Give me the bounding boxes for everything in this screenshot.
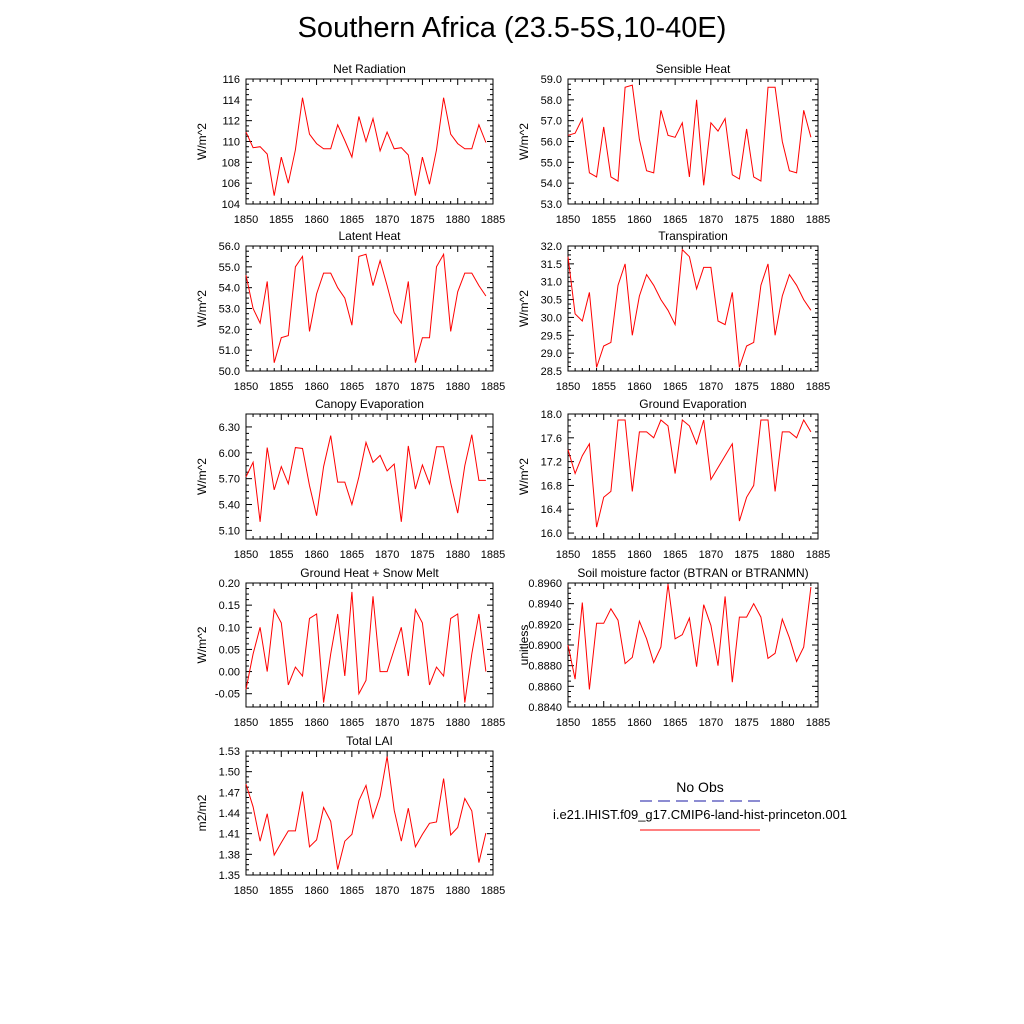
y-tick-label: 112 (222, 115, 240, 128)
y-tick-label: 56.0 (540, 136, 562, 149)
x-tick-label: 1870 (698, 381, 724, 393)
y-tick-label: 0.05 (218, 644, 240, 657)
y-tick-label: 18.0 (540, 409, 562, 421)
y-tick-label: 116 (222, 74, 240, 86)
x-tick-label: 1875 (410, 381, 435, 393)
x-tick-label: 1880 (770, 381, 795, 393)
x-tick-label: 1880 (770, 549, 795, 561)
y-tick-label: 0.8920 (528, 619, 562, 632)
plot-frame (246, 246, 493, 371)
x-tick-label: 1875 (734, 214, 759, 226)
legend-case-label: i.e21.IHIST.f09_g17.CMIP6-land-hist-princeton.001 (552, 807, 848, 822)
x-tick-label: 1885 (805, 549, 831, 561)
y-tick-label: 30.5 (540, 294, 562, 307)
y-tick-label: 51.0 (218, 345, 240, 358)
x-tick-label: 1860 (627, 214, 652, 226)
panel-1 (195, 62, 505, 226)
y-tick-label: 1.35 (218, 870, 240, 882)
y-tick-label: 1.44 (218, 808, 240, 820)
x-tick-label: 1870 (374, 214, 400, 226)
y-tick-label: 6.00 (218, 447, 240, 460)
panel-7 (195, 566, 505, 729)
x-tick-label: 1860 (627, 381, 652, 393)
y-tick-label: 16.4 (540, 504, 562, 517)
x-tick-label: 1860 (304, 885, 329, 897)
series-line (246, 757, 486, 870)
x-tick-label: 1885 (480, 549, 506, 561)
y-tick-label: 58.0 (540, 94, 562, 107)
y-axis-label: W/m^2 (195, 290, 209, 327)
x-tick-label: 1870 (698, 717, 724, 729)
y-tick-label: 57.0 (540, 115, 562, 128)
x-tick-label: 1875 (410, 717, 435, 729)
y-tick-label: 1.41 (218, 828, 240, 841)
x-tick-label: 1860 (304, 549, 329, 561)
y-tick-label: 0.8940 (528, 598, 562, 611)
x-tick-label: 1875 (734, 717, 759, 729)
x-tick-label: 1850 (555, 549, 581, 561)
x-tick-label: 1860 (304, 381, 329, 393)
y-tick-label: 56.0 (218, 241, 240, 253)
panel-title: Ground Evaporation (639, 397, 747, 411)
x-tick-label: 1850 (555, 214, 581, 226)
y-tick-label: 55.0 (540, 157, 562, 170)
x-tick-label: 1850 (555, 717, 581, 729)
series-line (568, 420, 811, 527)
y-axis-label: W/m^2 (195, 123, 209, 160)
x-tick-label: 1855 (269, 549, 294, 561)
legend-obs-label: No Obs (676, 779, 724, 795)
x-tick-label: 1885 (480, 381, 506, 393)
y-tick-label: 0.8840 (528, 702, 562, 714)
x-tick-label: 1875 (734, 381, 759, 393)
y-tick-label: 54.0 (540, 178, 562, 191)
y-tick-label: 59.0 (540, 74, 562, 86)
y-axis-label: unitless (517, 624, 531, 666)
x-tick-label: 1860 (304, 717, 329, 729)
x-tick-label: 1855 (269, 381, 294, 393)
panel-6 (517, 397, 830, 561)
x-tick-label: 1885 (805, 214, 831, 226)
y-axis-label: W/m^2 (517, 123, 531, 160)
x-tick-label: 1875 (410, 214, 435, 226)
panel-title: Total LAI (346, 734, 393, 748)
y-tick-label: 0.10 (218, 622, 240, 635)
x-tick-label: 1885 (805, 381, 831, 393)
x-tick-label: 1875 (410, 885, 435, 897)
panel-2 (517, 62, 830, 226)
y-tick-label: 0.20 (218, 578, 240, 590)
y-tick-label: 30.0 (540, 312, 562, 325)
y-tick-label: 104 (221, 199, 240, 211)
x-tick-label: 1880 (445, 549, 470, 561)
plot-frame (568, 414, 818, 539)
x-tick-label: 1850 (233, 549, 259, 561)
x-tick-label: 1860 (627, 717, 652, 729)
y-tick-label: 108 (221, 157, 240, 170)
y-tick-label: 0.8880 (528, 660, 562, 673)
x-tick-label: 1860 (304, 214, 329, 226)
y-tick-label: 16.0 (540, 528, 562, 541)
plot-frame (246, 751, 493, 875)
x-tick-label: 1880 (445, 885, 470, 897)
x-tick-label: 1855 (591, 549, 616, 561)
x-tick-label: 1870 (374, 885, 400, 897)
series-line (568, 584, 811, 689)
panel-title: Canopy Evaporation (315, 397, 424, 411)
y-tick-label: 1.38 (218, 849, 240, 862)
x-tick-label: 1880 (770, 214, 795, 226)
x-tick-label: 1880 (445, 214, 470, 226)
y-tick-label: -0.05 (214, 688, 240, 701)
x-tick-label: 1885 (480, 214, 506, 226)
x-tick-label: 1855 (269, 885, 294, 897)
series-line (246, 435, 486, 522)
y-tick-label: 1.50 (218, 766, 240, 779)
y-tick-label: 17.2 (540, 456, 562, 469)
x-tick-label: 1865 (339, 885, 365, 897)
panel-9 (195, 734, 505, 897)
x-tick-label: 1870 (698, 549, 724, 561)
x-tick-label: 1865 (662, 381, 688, 393)
y-tick-label: 5.70 (218, 473, 240, 486)
y-axis-label: W/m^2 (517, 458, 531, 495)
x-tick-label: 1885 (480, 717, 506, 729)
y-tick-label: 17.6 (540, 432, 562, 445)
panel-title: Soil moisture factor (BTRAN or BTRANMN) (577, 566, 809, 580)
y-tick-label: 53.0 (540, 199, 562, 211)
panel-4 (517, 229, 830, 393)
x-tick-label: 1865 (662, 214, 688, 226)
x-tick-label: 1875 (410, 549, 435, 561)
series-line (568, 85, 811, 185)
x-tick-label: 1850 (233, 214, 259, 226)
panel-5 (195, 397, 505, 561)
y-tick-label: 0.00 (218, 666, 240, 679)
plot-frame (246, 414, 493, 539)
x-tick-label: 1855 (269, 214, 294, 226)
panel-8 (517, 566, 830, 729)
x-tick-label: 1865 (662, 549, 688, 561)
y-tick-label: 16.8 (540, 480, 562, 493)
y-tick-label: 31.0 (540, 276, 562, 289)
y-tick-label: 0.15 (218, 600, 240, 613)
panel-title: Sensible Heat (655, 62, 731, 76)
y-tick-label: 5.10 (218, 525, 240, 538)
y-tick-label: 106 (221, 178, 240, 191)
figure-title: Southern Africa (23.5-5S,10-40E) (297, 12, 727, 44)
y-axis-label: W/m^2 (195, 626, 209, 664)
y-tick-label: 52.0 (218, 324, 240, 337)
x-tick-label: 1850 (233, 381, 259, 393)
x-tick-label: 1855 (591, 717, 616, 729)
x-tick-label: 1865 (339, 549, 365, 561)
y-axis-label: W/m^2 (195, 458, 209, 495)
x-tick-label: 1850 (233, 717, 259, 729)
x-tick-label: 1850 (233, 885, 259, 897)
x-tick-label: 1865 (339, 214, 365, 226)
panel-title: Transpiration (658, 229, 728, 243)
y-tick-label: 53.0 (218, 303, 240, 316)
x-tick-label: 1880 (445, 381, 470, 393)
x-tick-label: 1850 (555, 381, 581, 393)
y-tick-label: 6.30 (218, 421, 240, 434)
y-tick-label: 28.5 (540, 366, 562, 378)
x-tick-label: 1870 (374, 381, 400, 393)
series-line (246, 254, 486, 362)
y-tick-label: 5.40 (218, 499, 240, 512)
y-tick-label: 54.0 (218, 282, 240, 295)
y-axis-label: W/m^2 (517, 290, 531, 327)
y-tick-label: 32.0 (540, 241, 562, 253)
x-tick-label: 1855 (269, 717, 294, 729)
x-tick-label: 1870 (374, 717, 400, 729)
x-tick-label: 1870 (698, 214, 724, 226)
panel-title: Net Radiation (333, 62, 406, 76)
x-tick-label: 1885 (805, 717, 831, 729)
y-tick-label: 1.47 (218, 787, 240, 800)
x-tick-label: 1870 (374, 549, 400, 561)
plot-frame (246, 583, 493, 707)
y-tick-label: 0.8900 (528, 640, 562, 652)
x-tick-label: 1860 (627, 549, 652, 561)
series-line (246, 98, 486, 196)
y-tick-label: 110 (222, 136, 240, 149)
x-tick-label: 1875 (734, 549, 759, 561)
x-tick-label: 1880 (445, 717, 470, 729)
y-tick-label: 114 (222, 94, 240, 107)
y-tick-label: 0.8860 (528, 681, 562, 694)
x-tick-label: 1880 (770, 717, 795, 729)
series-line (568, 250, 811, 368)
y-tick-label: 29.5 (540, 330, 562, 343)
y-tick-label: 50.0 (218, 366, 240, 378)
y-axis-label: m2/m2 (195, 794, 209, 832)
x-tick-label: 1865 (662, 717, 688, 729)
y-tick-label: 1.53 (218, 746, 240, 758)
x-tick-label: 1855 (591, 381, 616, 393)
y-tick-label: 0.8960 (528, 578, 562, 590)
y-tick-label: 29.0 (540, 348, 562, 361)
x-tick-label: 1885 (480, 885, 506, 897)
panel-title: Latent Heat (338, 229, 401, 243)
x-tick-label: 1865 (339, 717, 365, 729)
y-tick-label: 55.0 (218, 261, 240, 274)
y-tick-label: 31.5 (540, 258, 562, 271)
x-tick-label: 1865 (339, 381, 365, 393)
series-line (246, 592, 486, 703)
panel-3 (195, 229, 505, 393)
panel-title: Ground Heat + Snow Melt (300, 566, 439, 580)
x-tick-label: 1855 (591, 214, 616, 226)
